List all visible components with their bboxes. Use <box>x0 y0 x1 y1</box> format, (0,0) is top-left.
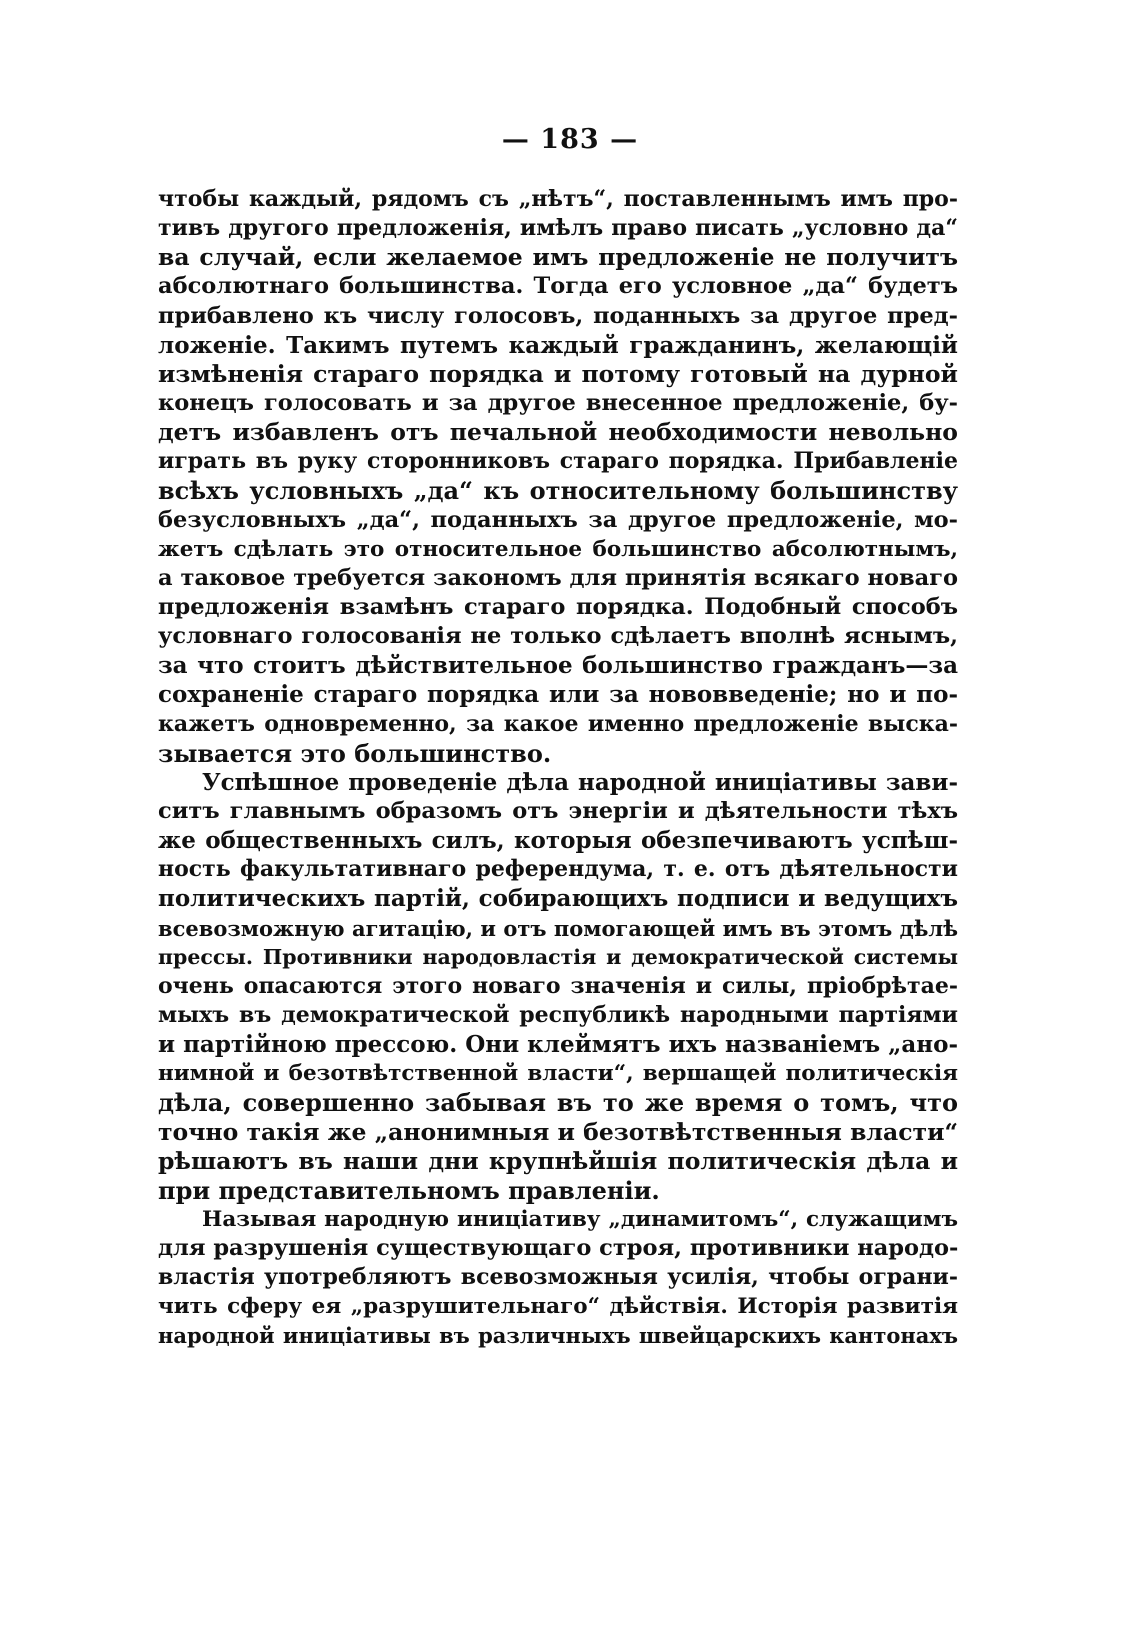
text-line: мыхъ въ демократической республикѣ народными партіями <box>158 1001 958 1028</box>
text-line: условнаго голосованія не только сдѣлаетъ вполнѣ яснымъ, <box>158 623 958 650</box>
text-line: сохраненіе стараго порядка или за нововведеніе; но и по- <box>158 681 958 709</box>
text-line: ложеніе. Такимъ путемъ каждый гражданинъ, желающій <box>158 331 958 359</box>
text-line: за что стоитъ дѣйствительное большинство гражданъ—за <box>158 652 958 680</box>
text-line: тивъ другого предложенія, имѣлъ право писать „условно да“ <box>158 215 958 242</box>
text-line: точно такія же „анонимныя и безотвѣтственныя власти“ <box>158 1117 959 1146</box>
text-line: Успѣшное проведеніе дѣла народной иниціативы зави- <box>202 768 958 796</box>
text-line: нимной и безотвѣтственной власти“, вершащей политическія <box>158 1061 958 1087</box>
text-line: конецъ голосовать и за другое внесенное предложеніе, бу- <box>158 389 958 416</box>
text-line: же общественныхъ силъ, которыя обезпечиваютъ успѣш- <box>158 827 958 855</box>
text-line: всевозможную агитацію, и отъ помогающей имъ въ этомъ дѣлѣ <box>158 915 958 941</box>
text-line: прибавлено къ числу голосовъ, поданныхъ за другое пред- <box>158 302 958 329</box>
paragraph <box>158 1205 958 1351</box>
text-line: детъ избавленъ отъ печальной необходимости невольно <box>158 418 958 447</box>
text-line: предложенія взамѣнъ стараго порядка. Подобный способъ <box>158 593 958 620</box>
text-line: дѣла, совершенно забывая въ то же время о томъ, что <box>158 1088 958 1118</box>
text-line: чить сферу ея „разрушительнаго“ дѣйствія. Исторія развитія <box>158 1294 958 1320</box>
text-line: кажетъ одновременно, за какое именно предложеніе выска- <box>158 710 958 737</box>
text-line: всѣхъ условныхъ „да“ къ относительному большинству <box>158 476 958 506</box>
paragraph <box>158 185 958 768</box>
text-line: властія употребляютъ всевозможныя усилія, чтобы ограни- <box>158 1264 958 1291</box>
text-line: при представительномъ правленіи. <box>158 1175 660 1205</box>
text-line: ва случай, если желаемое имъ предложеніе не получитъ <box>158 243 958 272</box>
text-line: играть въ руку сторонниковъ стараго порядка. Прибавленіе <box>158 448 958 475</box>
text-line: ность факультативнаго референдума, т. е. отъ дѣятельности <box>158 856 958 883</box>
text-line: чтобы каждый, рядомъ съ „нѣтъ“, поставленнымъ имъ про- <box>158 186 958 212</box>
text-line: для разрушенія существующаго строя, противники народо- <box>158 1235 959 1262</box>
body-text <box>158 185 958 1351</box>
paragraph <box>158 768 958 1205</box>
text-line: прессы. Противники народовластія и демократической системы <box>158 944 958 969</box>
text-line: безусловныхъ „да“, поданныхъ за другое предложеніе, мо- <box>158 506 958 533</box>
text-line: очень опасаются этого новаго значенія и силы, пріобрѣтае- <box>158 972 958 999</box>
text-line: Называя народную иниціативу „динамитомъ“, служащимъ <box>202 1206 958 1232</box>
text-line: жетъ сдѣлать это относительное большинство абсолютнымъ, <box>158 536 958 562</box>
text-line: измѣненія стараго порядка и потому готовый на дурной <box>158 359 958 388</box>
text-line: политическихъ партій, собирающихъ подписи и ведущихъ <box>158 885 958 913</box>
text-line: абсолютнаго большинства. Тогда его условное „да“ будетъ <box>158 273 958 300</box>
text-line: ситъ главнымъ образомъ отъ энергіи и дѣятельности тѣхъ <box>158 797 958 824</box>
text-line: народной иниціативы въ различныхъ швейцарскихъ кантонахъ <box>158 1323 958 1349</box>
page-number: — 183 — <box>501 124 639 155</box>
text-line: а таковое требуется закономъ для принятія всякаго новаго <box>158 564 958 591</box>
text-line: и партійною прессою. Они клеймятъ ихъ названіемъ „ано- <box>158 1031 958 1059</box>
text-line: зывается это большинство. <box>158 738 552 768</box>
text-line: рѣшаютъ въ наши дни крупнѣйшія политическія дѣла и <box>158 1146 958 1175</box>
